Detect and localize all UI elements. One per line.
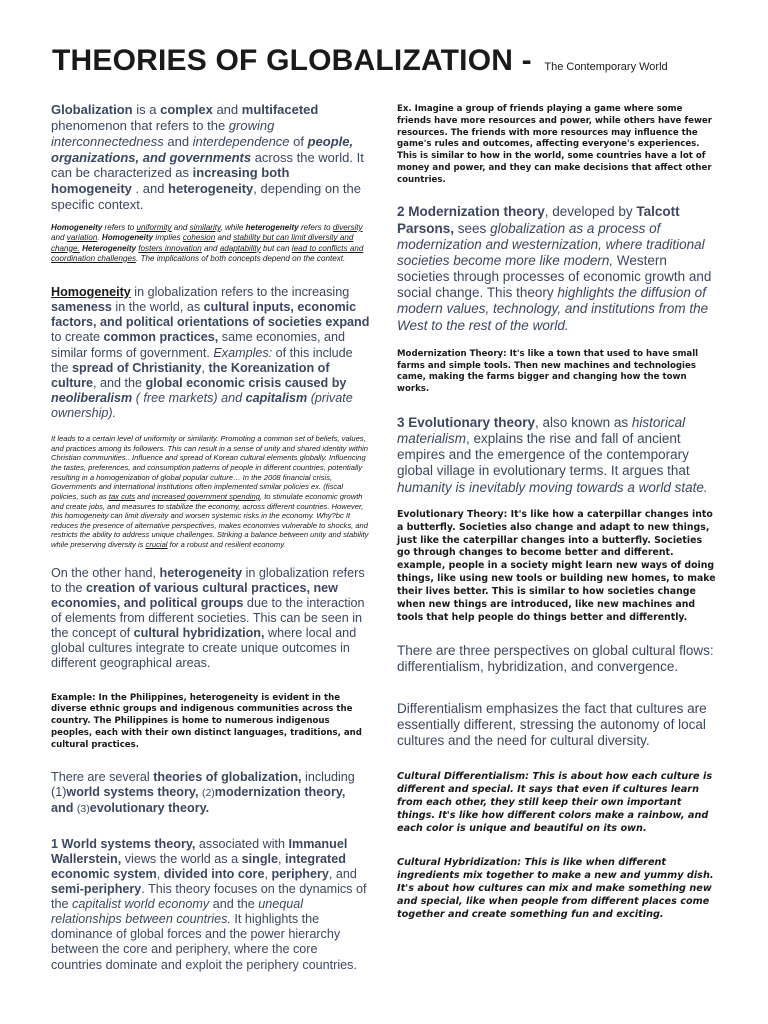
text-run: similarity [189,223,221,233]
text-run: semi-periphery [51,882,142,896]
homogeneity-note [51,434,371,550]
text-run: spread of Christianity [72,360,202,375]
text-run: phenomenon that refers to the [51,117,229,133]
theories-list-paragraph [51,770,371,815]
text-run: theories of globalization, [153,770,302,785]
text-run: world systems theory, [66,785,202,800]
term-heterogeneity: heterogeneity [168,181,254,197]
term-interdependence: interdependence [192,133,290,149]
text-run: 3 Evolutionary theory [397,414,536,430]
text-run: It leads to a certain level of uniformity or similarity. Promoting a common set of beliefs, values, and practices among its followers. This can result in a sense of unity and shared identity within Christian communities.. Influence and spread of Korean cultural elements globally. Influencing the tastes, preferences, and consumption patterns of people in different countries, potentially resulting in a homogenization of global popular culture… In the 2008 financial crisis, Governments and international institutions often implemented similar policies ex. (fiscal policies, such as [51,434,368,501]
text-run: stability but can limit diversity and change. [51,233,354,253]
text-run: neoliberalism [51,390,133,405]
homogeneity-paragraph [51,285,371,421]
text-run: (private ownership). [51,390,353,420]
page-header [52,44,732,78]
right-column [397,104,717,922]
text-run: (3) [76,802,90,815]
text-run: Homogeneity [51,223,103,233]
modernization-paragraph [397,204,717,334]
term-multifaceted: multifaceted [241,102,319,117]
modernization-example: Modernization Theory: It's like a town that used to have small farms and simple tools. Then new machines and technologies came, making the farms bigger and changing how the town works. [397,348,699,395]
text-run: 2 Modernization theory [397,204,545,220]
text-run: in the world, as [111,300,204,315]
text-run: heterogeneity [159,565,243,580]
text-run: , [264,866,272,881]
text-run: , to stimulate economic growth and create jobs, and measures to stabilize the economy, across different countries. However, this homogeneity can limit diversity and worsen systemic risks in the economy. Why?bc It reduces the presence of alternative perspectives, makes economies vulnerable to shocks, and restricts the ability to address unique challenges. Striking a balance between unity and stability while preserving diversity is [51,491,369,550]
text-run: cohesion [182,233,216,243]
text-run: views the world as a [121,851,242,866]
text-run: of this include the [51,345,353,375]
text-run: and [201,243,220,253]
text-run: across the world. It can be characterized as [51,149,364,181]
text-run: There are several [51,770,154,785]
text-run: . and [131,181,169,197]
text-run: , while [220,223,246,233]
text-run: and [215,233,234,243]
text-run: heterogeneity [245,223,299,233]
text-run: tax cuts [108,491,135,501]
text-run: in globalization refers to the increasing [130,285,350,300]
text-run: , and the [93,375,146,390]
intro-paragraph [51,102,371,213]
text-run: in globalization refers to the [51,565,365,595]
text-run: Examples: [213,345,273,360]
text-run: Talcott Parsons, [397,204,680,236]
text-run: Homogeneity [101,233,154,243]
hybridization-example: Cultural Hybridization: This is like when different ingredients mix together to make a new and yummy dish. It's about how cultures can mix and make something new and special, like when people from different places come together and create something fun and exciting. [397,856,714,921]
text-run: the Koreanization of culture [51,360,330,390]
text-run: integrated economic system [51,851,346,881]
three-perspectives-paragraph: There are three perspectives on global cultural flows: differentialism, hybridization, and convergence. [397,642,714,674]
text-run: . [97,233,102,243]
text-run: global economic crisis caused by [145,375,347,390]
definition-note [51,223,371,264]
text-run: (1) [51,785,67,800]
text-run: humanity is inevitably moving towards a world state. [397,479,708,495]
world-systems-paragraph [51,837,371,973]
text-run: cultural inputs, economic factors, and political orientations of societies expand [51,300,370,330]
text-run: Heterogeneity [82,243,137,253]
text-run: globalization as a process of modernization and westernization, where traditional societies become more like modern, [397,220,705,268]
text-run: historical materialism [397,414,686,447]
page-title: THEORIES OF GLOBALIZATION - [52,44,541,77]
text-run: , and [328,866,357,881]
text-run: and [135,491,152,501]
term-people-orgs: people, organizations, and governments [51,133,354,165]
text-run: On the other hand, [51,565,160,580]
page-subtitle: The Contemporary World [544,61,668,73]
text-run: associated with [195,836,289,851]
friends-example: Ex. Imagine a group of friends playing a game where some friends have more resources and power, while others have fewer resources. The friends with more resources may influence the game's rules and outcomes, affecting everyone's experiences. This is similar to how in the world, some countries have a lot of money and power, and they can make decisions that affect other countries. [397,104,712,185]
text-run: and the [209,897,259,912]
heterogeneity-paragraph [51,566,371,672]
evolutionary-example: Evolutionary Theory: It's like how a caterpillar changes into a butterfly. Societies also change and adapt to new things, just like the caterpillar changes into a butterfly. Societies go through changes to become better and different. example, people in a society might learn new ways of doing things, like using new tools or building new homes, to make their lives better. This is similar to how societies change when new things are introduced, like new machines and tools that help people do things better and differently. [397,508,716,623]
text-run: divided into core [163,866,265,881]
text-run: lead to conflicts and coordination challenges [51,243,364,263]
term-globalization: Globalization [51,102,133,117]
text-run: and [51,233,67,243]
text-run: and [163,133,193,149]
text-run: , depending on the specific context. [51,181,362,213]
text-run: including [301,770,355,785]
philippines-example: Example: In the Philippines, heterogeneity is evident in the diverse ethnic groups and indigenous communities across the country. The Philippines is home to numerous indigenous peoples, each with their own distinct languages, traditions, and cultural practices. [51,692,362,750]
text-run: , [201,360,209,375]
text-run: modernization theory, and [51,785,346,815]
text-run: Homogeneity [51,285,131,300]
term-complex: complex [160,102,213,117]
text-run: and [212,102,242,117]
text-run: , explains the rise and fall of ancient empires and the emergence of the contemporary global village in evolutionary terms. It argues that [397,431,690,479]
text-run: , [278,851,286,866]
term-homogeneity: increasing both homogeneity [51,165,290,197]
text-run: increased government spending [151,491,260,501]
text-run: is a [132,102,161,117]
text-run: evolutionary theory. [89,800,210,815]
text-run: , [156,866,164,881]
text-run: . This theory focuses on the dynamics of the [51,882,367,912]
text-run: sees [454,220,491,236]
text-run: ( free markets) and [132,390,246,405]
differentialism-paragraph: Differentialism emphasizes the fact that cultures are essentially different, stressing the autonomy of local cultures and the need for cultural diversity. [397,701,707,749]
text-run: to create [51,330,104,345]
text-run: uniformity [136,223,172,233]
text-run: (2) [201,787,215,800]
text-run: It highlights the dominance of global forces and the power hierarchy between the core and periphery, where the core countries dominate and exploit the periphery countries. [51,912,357,972]
text-run: where local and global cultures integrate to create unique outcomes in different geographical areas. [51,626,357,671]
text-run: Immanuel Wallerstein, [51,836,348,866]
text-run: crucial [145,540,168,550]
text-run: for a robust and resilient economy. [167,540,286,550]
text-run: refers to [298,223,333,233]
text-run: capitalist world economy [72,897,210,912]
text-run: common practices, [103,330,219,345]
text-run: due to the interaction of elements from different societies. This can be seen in the concept of [51,595,365,641]
evolutionary-paragraph [397,415,717,496]
text-run: adaptability [219,243,261,253]
text-run: sameness [51,300,112,315]
text-run: of [289,133,308,149]
text-run: but can [260,243,292,253]
differentialism-example: Cultural Differentialism: This is about how each culture is different and special. It says that even if cultures learn from each other, they still keep their own important things. It's like how different colors make a rainbow, and each color is unique and beautiful on its own. [397,770,713,835]
text-run: unequal relationships between countries. [51,897,304,927]
text-run: fosters innovation [138,243,202,253]
text-run: and [171,223,190,233]
text-run: refers to [102,223,137,233]
term-interconnectedness: growing interconnectedness [51,117,275,149]
text-run: cultural hybridization, [133,626,265,641]
text-run: creation of various cultural practices, new economies, and political groups [51,580,338,610]
text-run: capitalism [245,390,308,405]
text-run: , also known as [535,414,632,430]
text-run: single [241,851,279,866]
text-run: variation [66,233,98,243]
text-run: Western societies through processes of economic growth and social change. This theory [397,252,712,301]
text-run: highlights the diffusion of modern values, technology, and institutions from the West to the rest of the world. [397,285,709,333]
text-run: . The implications of both concepts depend on the context. [136,253,346,263]
text-run: diversity [332,223,363,233]
left-column [51,102,371,973]
text-run: same economies, and similar forms of government. [51,330,346,360]
text-run: implies [153,233,183,243]
text-run: periphery [271,866,329,881]
text-run: 1 World systems theory, [51,836,196,851]
text-run: , developed by [544,204,637,220]
